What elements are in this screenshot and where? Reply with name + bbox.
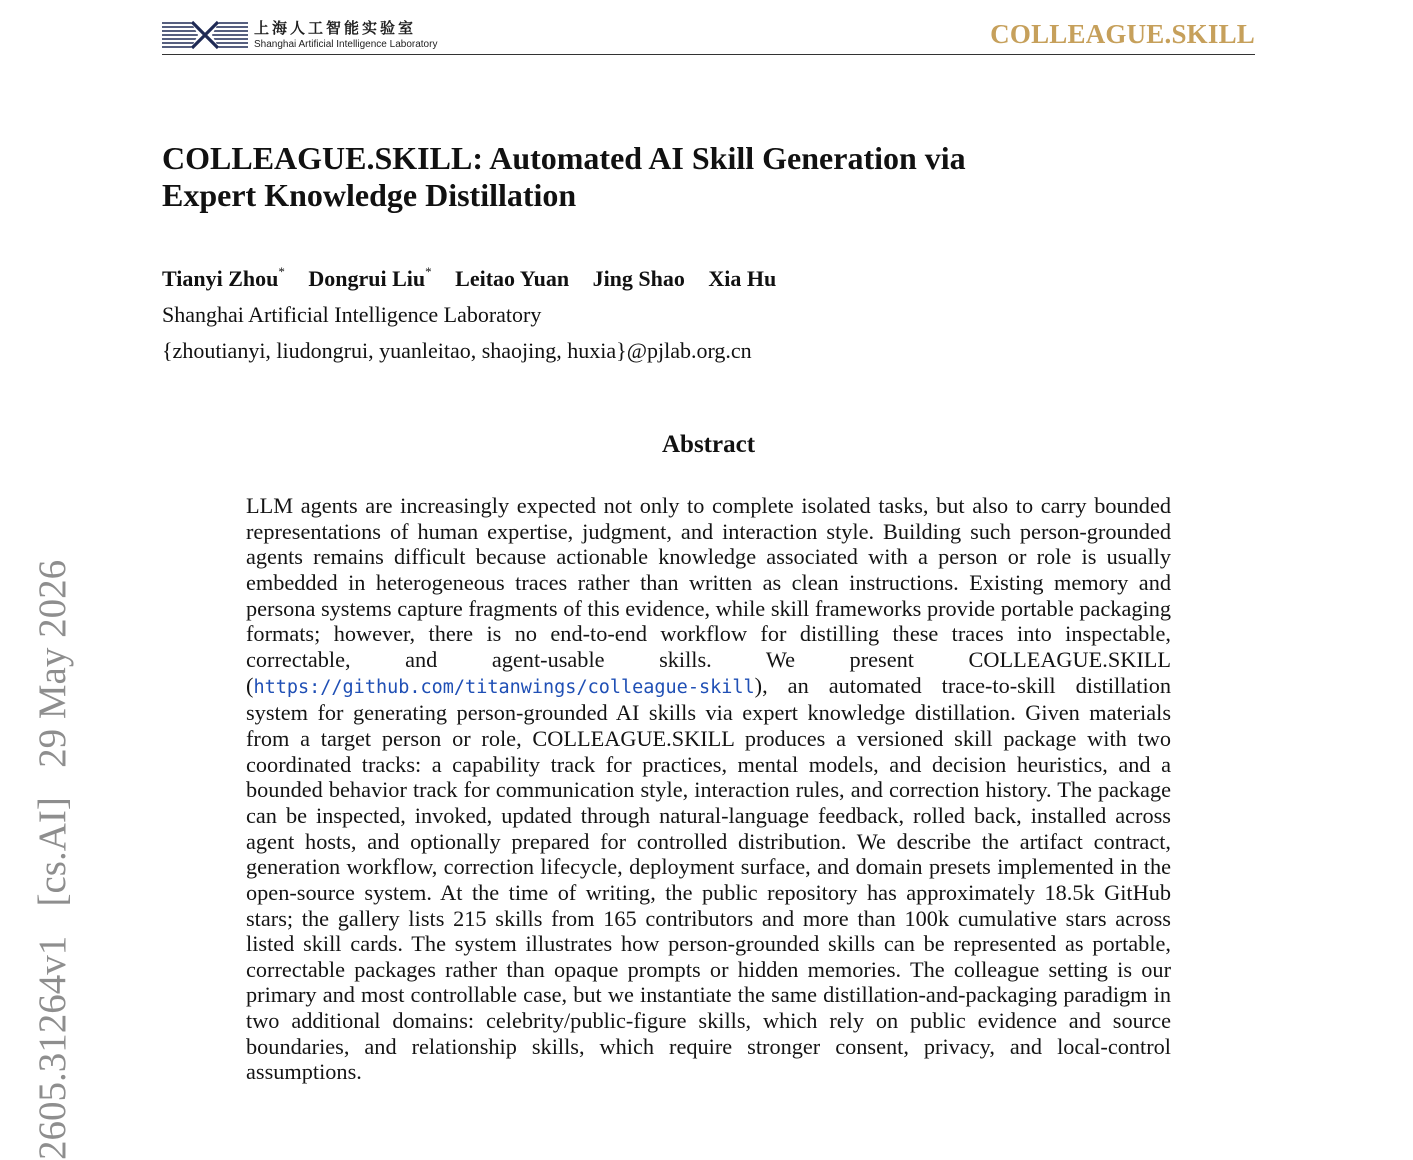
lab-logo: [162, 18, 437, 52]
paper-title-line-2: Expert Knowledge Distillation: [162, 177, 577, 213]
abstract-text-part-1: LLM agents are increasingly expected not only to complete isolated tasks, but also to carry bounded representations of human expertise, judgment, and interaction style. Building such person-grounded agents remains difficult because actionable knowledge associated with a person or role is usually embedded in heterogeneous traces rather than written as clean instructions. Existing memory and persona systems capture fragments of this evidence, while skill frameworks provide portable packaging formats; however, there is no end-to-end workflow for distilling these traces into inspectable, correctable, and agent-usable skills. We present COLLEAGUE.SKILL (: [246, 493, 1171, 698]
author: [455, 266, 569, 291]
author-list: [162, 266, 794, 292]
equal-contribution-mark: *: [425, 264, 432, 279]
author-name: Jing Shao: [592, 266, 685, 292]
lab-logo-icon: [162, 20, 248, 50]
lab-name-cn: 上海人工智能实验室: [254, 18, 417, 37]
author-name: Leitao Yuan: [455, 266, 570, 292]
author-name: Tianyi Zhou: [162, 266, 279, 292]
paper-title-line-1: COLLEAGUE.SKILL: Automated AI Skill Generation via: [162, 140, 966, 176]
author-emails: {zhoutianyi, liudongrui, yuanleitao, shaojing, huxia}@pjlab.org.cn: [162, 338, 752, 363]
author: [308, 266, 431, 291]
arxiv-sidebar-stamp: [33, 560, 72, 1160]
author: [593, 266, 685, 291]
abstract-heading: Abstract: [661, 431, 756, 458]
author: [162, 266, 285, 291]
arxiv-date: 29 May 2026: [31, 559, 74, 768]
paper-title: [162, 140, 1162, 214]
abstract-text-part-2: ), an automated trace-to-skill distillation system for generating person-grounded AI skills via expert knowledge distillation. Given materials from a target person or role, COLLEAGUE.SKILL produces a versioned skill package with two coordinated tracks: a capability track for practices, mental models, and decision heuristics, and a bounded behavior track for communication style, interaction rules, and correction history. The package can be inspected, invoked, updated through natural-language feedback, rolled back, installed across agent hosts, and optionally prepared for controlled distribution. We describe the artifact contract, generation workflow, correction lifecycle, deployment surface, and domain presets implemented in the open-source system. At the time of writing, the public repository has approximately 18.5k GitHub stars; the gallery lists 215 skills from 165 contributors and more than 100k cumulative stars across listed skill cards. The system illustrates how person-grounded skills can be represented as portable, correctable packages rather than opaque prompts or hidden memories. The colleague setting is our primary and most controllable case, but we instantiate the same distillation-and-packaging paradigm in two additional domains: celebrity/public-figure skills, which rely on public evidence and source boundaries, and relationship skills, which require stronger consent, privacy, and local-control assumptions.: [246, 672, 1171, 1085]
affiliation: Shanghai Artificial Intelligence Laboratory: [162, 302, 542, 327]
brand-title: COLLEAGUE.SKILL: [990, 19, 1255, 49]
abstract-text: [246, 493, 1171, 1085]
arxiv-id: 2605.31264v1: [31, 935, 74, 1160]
equal-contribution-mark: *: [278, 264, 285, 279]
author-name: Xia Hu: [708, 266, 777, 292]
page-header: [162, 16, 1255, 56]
arxiv-category: [cs.AI]: [31, 797, 74, 907]
lab-name-en: Shanghai Artificial Intelligence Laboratory: [254, 38, 438, 50]
author-name: Dongrui Liu: [308, 266, 426, 292]
author: [708, 266, 776, 291]
header-divider: [162, 54, 1255, 55]
github-link[interactable]: https://github.com/titanwings/colleague-skill: [253, 676, 755, 698]
